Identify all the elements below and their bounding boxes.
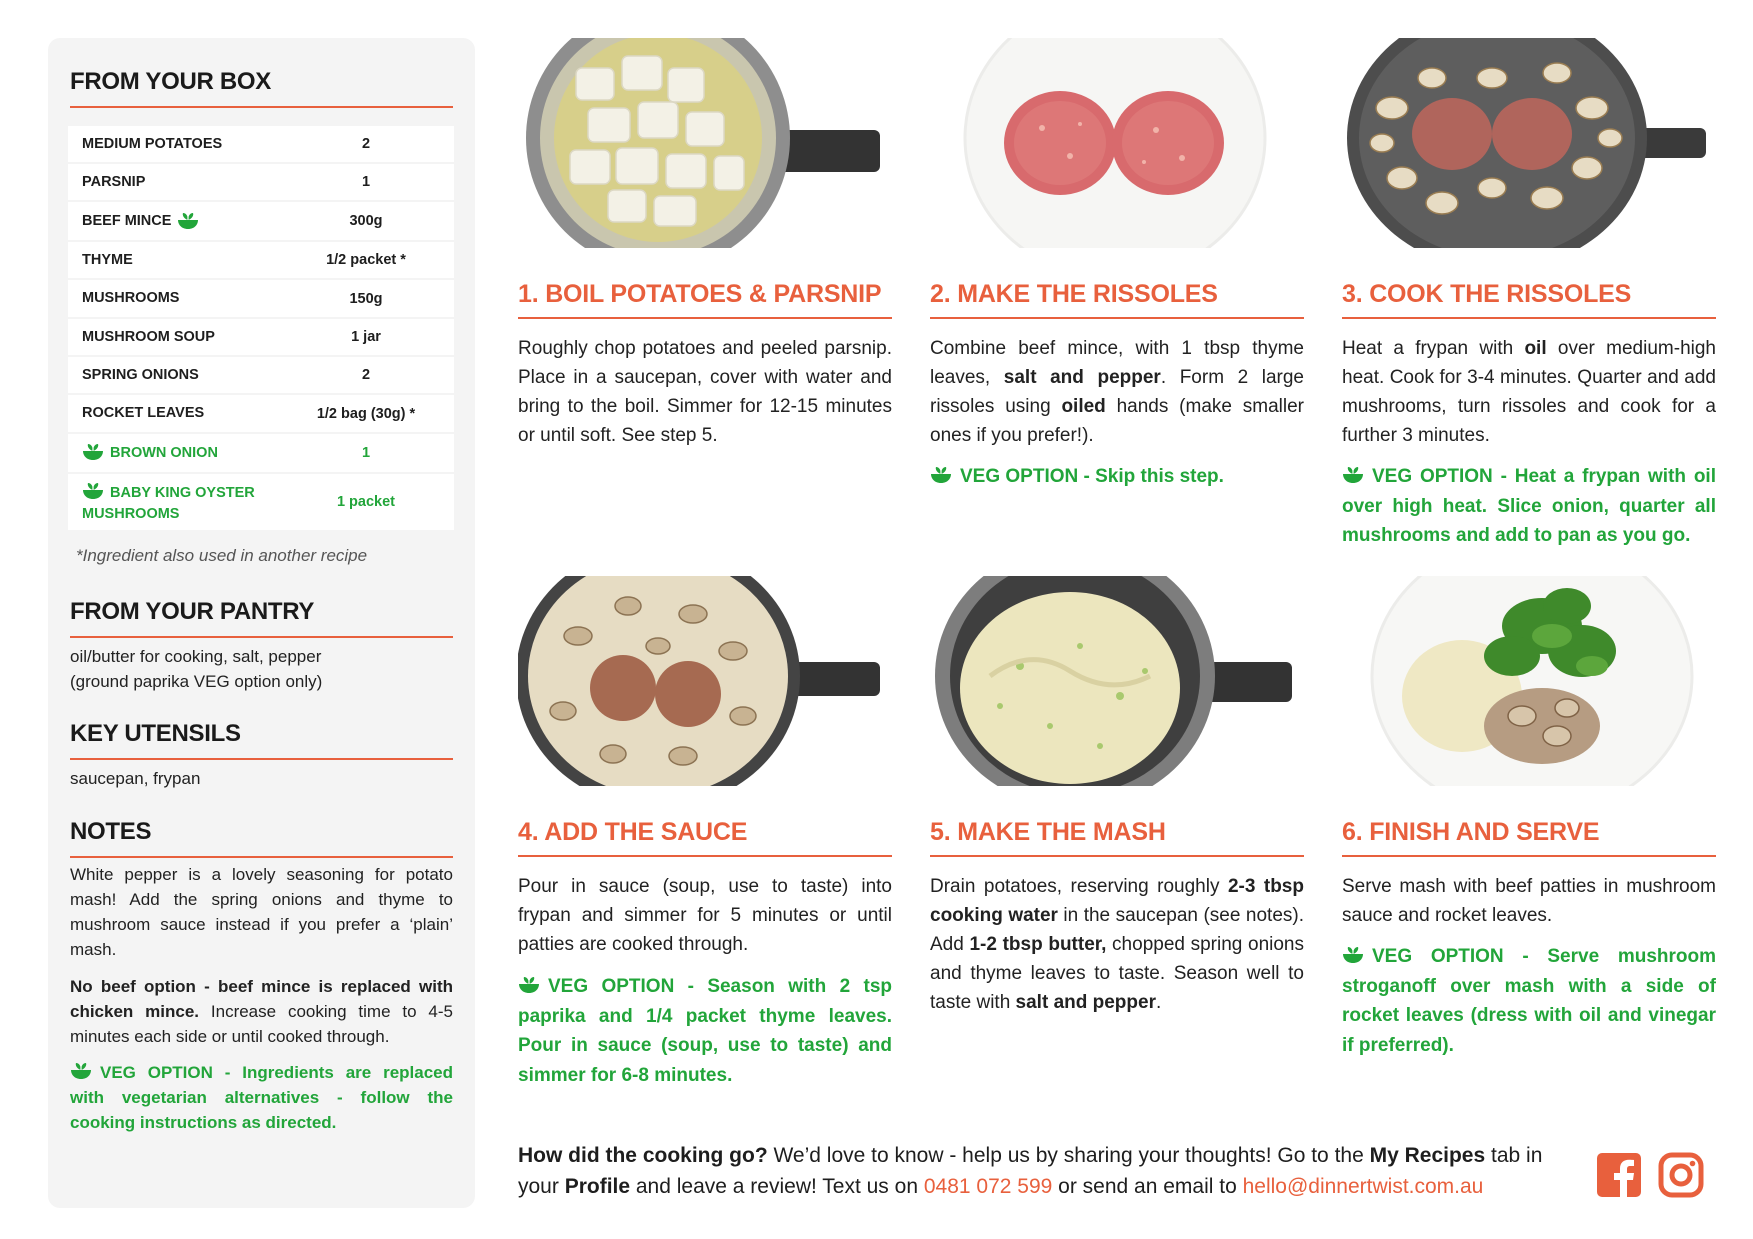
- step-3-text: Heat a frypan with: [1342, 338, 1525, 359]
- step-4-photo: [518, 576, 888, 786]
- ingredient-name: BABY KING OYSTER MUSHROOMS: [82, 484, 255, 522]
- notes-paragraph: White pepper is a lovely seasoning for potato mash! Add the spring onions and thyme to mushroom sauce instead if you prefer a ‘plain’ mash.: [70, 865, 453, 959]
- step-5-text: in the saucepan (see notes). Add: [930, 905, 1304, 955]
- step-3-bold: oil: [1524, 338, 1547, 359]
- footer-text: and leave a review! Text us on: [630, 1175, 924, 1198]
- step-2-veg-option: [930, 462, 1304, 492]
- facebook-icon[interactable]: [1596, 1152, 1642, 1198]
- ingredients-table: [68, 126, 454, 532]
- ingredient-row: [68, 319, 454, 357]
- step-6-photo: [1342, 576, 1712, 786]
- notes-veg-text: VEG OPTION - Ingredients are replaced with vegetarian alternatives - follow the cooking instructions as directed.: [70, 1063, 453, 1132]
- pantry-title: FROM YOUR PANTRY: [70, 598, 453, 638]
- ingredient-qty: 2: [361, 136, 371, 152]
- ingredient-name: MEDIUM POTATOES: [82, 135, 223, 152]
- veg-leaf-icon: [70, 1062, 92, 1080]
- ingredient-row: [68, 395, 454, 434]
- step-6-body: Serve mash with beef patties in mushroom sauce and rocket leaves.: [1342, 876, 1716, 926]
- pantry-line: (ground paprika VEG option only): [70, 672, 323, 691]
- step-5-bold: salt and pepper: [1015, 992, 1156, 1013]
- step-4-veg-option: [518, 972, 892, 1090]
- notes-no-beef-rest: Increase cooking time to 4-5 minutes each side or until cooked through.: [70, 1002, 453, 1046]
- ingredient-qty: 1 jar: [351, 329, 381, 345]
- step-5-text: chopped spring onions and thyme leaves to taste. Season well to taste with: [930, 934, 1304, 1013]
- box-title: FROM YOUR BOX: [70, 68, 453, 108]
- instagram-icon[interactable]: [1658, 1152, 1704, 1198]
- ingredient-qty: 1/2 bag (30g) *: [316, 405, 416, 422]
- step-4-veg-text: VEG OPTION - Season with 2 tsp paprika and 1/4 packet thyme leaves. Pour in sauce (soup, use to taste) and simmer for 6-8 minutes.: [518, 976, 892, 1086]
- ingredient-row: [68, 126, 454, 164]
- ingredient-name: MUSHROOMS: [82, 290, 180, 306]
- ingredient-row: [68, 242, 454, 280]
- ingredient-qty: 1: [361, 174, 371, 190]
- profile-link[interactable]: Profile: [564, 1175, 631, 1198]
- veg-leaf-icon: [930, 466, 952, 484]
- step-3-veg-text: VEG OPTION - Heat a frypan with oil over high heat. Slice onion, quarter all mushrooms and add to pan as you go.: [1342, 466, 1716, 546]
- veg-leaf-icon: [177, 212, 199, 230]
- notes-veg-option: [70, 1060, 453, 1135]
- step-2-photo: [930, 38, 1300, 248]
- step-3-text: over medium-high heat. Cook for 3-4 minutes. Quarter and add mushrooms, turn rissoles and cook for a further 3 minutes.: [1342, 338, 1716, 446]
- step-6-veg-text: VEG OPTION - Serve mushroom stroganoff over mash with a side of rocket leaves (dress with oil and vinegar if preferred).: [1342, 946, 1716, 1056]
- step-6-veg-option: [1342, 942, 1716, 1060]
- ingredient-row-veg: [68, 474, 454, 532]
- ingredient-qty: 2: [361, 367, 371, 383]
- email-link[interactable]: hello@dinnertwist.com.au: [1242, 1175, 1484, 1198]
- veg-leaf-icon: [1342, 466, 1364, 484]
- ingredient-qty: 1/2 packet *: [326, 252, 406, 268]
- ingredient-name: SPRING ONIONS: [82, 366, 199, 383]
- ingredient-name: BROWN ONION: [110, 444, 218, 461]
- notes-title: NOTES: [70, 818, 453, 858]
- my-recipes-link[interactable]: My Recipes: [1369, 1144, 1486, 1167]
- ingredient-footnote: *Ingredient also used in another recipe: [76, 546, 368, 565]
- step-5-text: .: [1155, 992, 1162, 1013]
- step-3-body: [1342, 334, 1716, 450]
- step-2-veg-text: VEG OPTION - Skip this step.: [960, 466, 1224, 487]
- step-4-body: Pour in sauce (soup, use to taste) into frypan and simmer for 5 minutes or until patties are cooked through.: [518, 876, 892, 955]
- step-5-text: Drain potatoes, reserving roughly: [930, 876, 1228, 897]
- ingredient-qty: 1 packet: [336, 494, 396, 510]
- step-6-title: 6. FINISH AND SERVE: [1342, 818, 1716, 857]
- ingredient-name: MUSHROOM SOUP: [82, 328, 215, 345]
- step-5-photo: [930, 576, 1300, 786]
- utensils-text: saucepan, frypan: [70, 769, 201, 788]
- pantry-text: [70, 644, 453, 694]
- ingredient-name: THYME: [82, 251, 133, 268]
- step-3-veg-option: [1342, 462, 1716, 551]
- notes-no-beef-bold: No beef option - beef mince is replaced with chicken mince.: [70, 977, 453, 1021]
- step-5-bold: 2-3 tbsp cooking water: [930, 876, 1304, 926]
- footer-text: or send an email to: [1052, 1175, 1243, 1198]
- step-2-text: Combine beef mince, with 1 tbsp thyme leaves,: [930, 338, 1304, 388]
- utensils-title: KEY UTENSILS: [70, 720, 453, 760]
- ingredient-name: BEEF MINCE: [82, 212, 172, 229]
- ingredient-row: [68, 280, 454, 319]
- ingredient-name: PARSNIP: [82, 173, 146, 190]
- ingredient-qty: 150g: [349, 290, 383, 307]
- ingredient-qty: 300g: [349, 213, 383, 229]
- ingredient-row: [68, 164, 454, 202]
- step-5-bold: 1-2 tbsp butter,: [969, 934, 1107, 955]
- veg-leaf-icon: [1342, 946, 1364, 964]
- veg-leaf-icon: [82, 443, 104, 461]
- step-2-bold: oiled: [1061, 396, 1106, 417]
- step-2-body: [930, 334, 1304, 450]
- step-4-title: 4. ADD THE SAUCE: [518, 818, 892, 857]
- step-5-title: 5. MAKE THE MASH: [930, 818, 1304, 857]
- feedback-footer: [518, 1140, 1568, 1202]
- ingredient-row: [68, 202, 454, 242]
- ingredient-qty: 1: [361, 445, 371, 461]
- ingredient-row-veg: [68, 434, 454, 474]
- footer-question: How did the cooking go?: [518, 1144, 768, 1167]
- step-1-photo: [518, 38, 888, 248]
- step-1-title: 1. BOIL POTATOES & PARSNIP: [518, 280, 892, 319]
- notes-no-beef: [70, 974, 453, 1049]
- step-2-text: . Form 2 large rissoles using: [930, 367, 1305, 417]
- step-1-body: Roughly chop potatoes and peeled parsnip. Place in a saucepan, cover with water and bring to the boil. Simmer for 12-15 minutes or until soft. See step 5.: [518, 338, 892, 446]
- phone-link[interactable]: 0481 072 599: [923, 1175, 1053, 1198]
- veg-leaf-icon: [518, 976, 540, 994]
- step-2-text: hands (make smaller ones if you prefer!).: [930, 396, 1305, 446]
- footer-text: tab in your: [518, 1144, 1543, 1198]
- step-3-title: 3. COOK THE RISSOLES: [1342, 280, 1716, 319]
- step-3-photo: [1342, 38, 1712, 248]
- pantry-line: oil/butter for cooking, salt, pepper: [70, 647, 322, 666]
- ingredient-row: [68, 357, 454, 395]
- ingredient-name: ROCKET LEAVES: [82, 405, 205, 421]
- footer-text: We’d love to know - help us by sharing your thoughts! Go to the: [767, 1144, 1370, 1167]
- veg-leaf-icon: [82, 482, 104, 500]
- ingredients-sidebar: [48, 38, 475, 1208]
- step-2-bold: salt and pepper: [1003, 367, 1161, 388]
- step-5-body: [930, 872, 1304, 1017]
- step-2-title: 2. MAKE THE RISSOLES: [930, 280, 1304, 319]
